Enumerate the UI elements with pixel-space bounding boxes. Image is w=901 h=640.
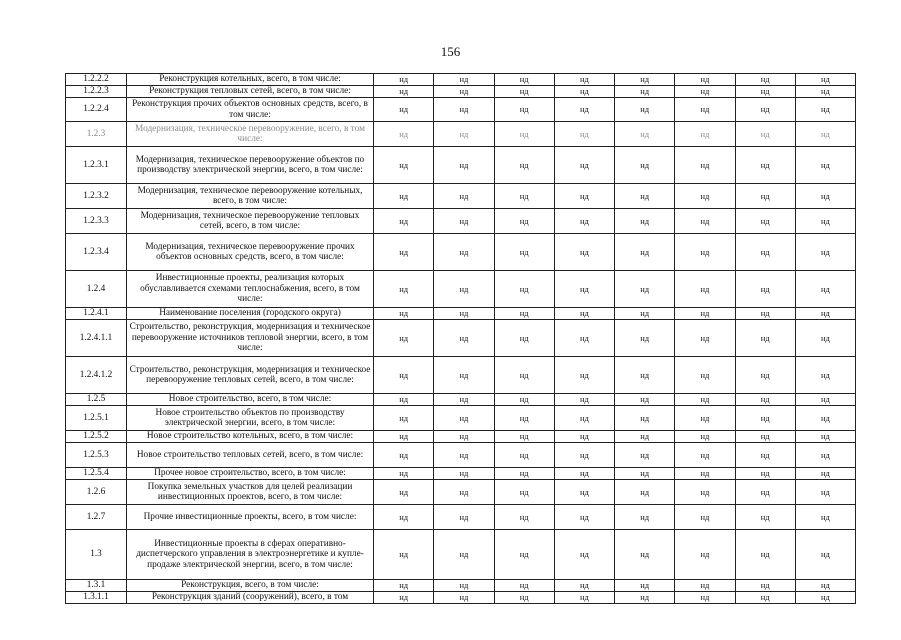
- value-cell: нд: [615, 357, 675, 394]
- row-name: Модернизация, техническое перевооружение котельных, всего, в том числе:: [127, 184, 374, 209]
- row-code: 1.2.3.2: [66, 184, 127, 209]
- value-cell: нд: [554, 234, 614, 271]
- value-cell: нд: [554, 122, 614, 147]
- value-cell: нд: [494, 308, 554, 320]
- row-name: Модернизация, техническое перевооружение, всего, в том числе:: [127, 122, 374, 147]
- value-cell: нд: [795, 271, 855, 308]
- value-cell: нд: [615, 480, 675, 505]
- table-row: [66, 480, 856, 505]
- value-cell: нд: [735, 184, 795, 209]
- value-cell: нд: [374, 184, 434, 209]
- value-cell: нд: [615, 147, 675, 184]
- table-row: [66, 209, 856, 234]
- row-code: 1.2.2.2: [66, 74, 127, 86]
- table-row: [66, 86, 856, 98]
- value-cell: нд: [434, 184, 494, 209]
- value-cell: нд: [615, 122, 675, 147]
- table-row: [66, 147, 856, 184]
- value-cell: нд: [554, 86, 614, 98]
- value-cell: нд: [434, 308, 494, 320]
- row-name: Новое строительство объектов по производству электрической энергии, всего, в том числе:: [127, 406, 374, 431]
- row-code: 1.2.7: [66, 505, 127, 530]
- table-row: [66, 505, 856, 530]
- value-cell: нд: [554, 147, 614, 184]
- value-cell: нд: [554, 480, 614, 505]
- value-cell: нд: [675, 468, 735, 480]
- row-name: Реконструкция, всего, в том числе:: [127, 580, 374, 592]
- value-cell: нд: [795, 234, 855, 271]
- table-row: [66, 74, 856, 86]
- value-cell: нд: [494, 234, 554, 271]
- row-name: Реконструкция котельных, всего, в том числе:: [127, 74, 374, 86]
- row-code: 1.2.3.3: [66, 209, 127, 234]
- value-cell: нд: [735, 406, 795, 431]
- value-cell: нд: [374, 271, 434, 308]
- value-cell: нд: [434, 122, 494, 147]
- value-cell: нд: [494, 271, 554, 308]
- value-cell: нд: [795, 86, 855, 98]
- value-cell: нд: [374, 505, 434, 530]
- table-row: [66, 530, 856, 580]
- value-cell: нд: [735, 394, 795, 406]
- value-cell: нд: [735, 431, 795, 443]
- value-cell: нд: [494, 480, 554, 505]
- value-cell: нд: [735, 468, 795, 480]
- value-cell: нд: [374, 443, 434, 468]
- row-name: Реконструкция прочих объектов основных средств, всего, в том числе:: [127, 98, 374, 122]
- row-code: 1.2.2.4: [66, 98, 127, 122]
- value-cell: нд: [374, 394, 434, 406]
- value-cell: нд: [735, 308, 795, 320]
- row-name: Покупка земельных участков для целей реализации инвестиционных проектов, всего, в том числе:: [127, 480, 374, 505]
- value-cell: нд: [795, 320, 855, 357]
- table-row: [66, 308, 856, 320]
- value-cell: нд: [735, 592, 795, 604]
- value-cell: нд: [675, 308, 735, 320]
- value-cell: нд: [374, 468, 434, 480]
- value-cell: нд: [735, 209, 795, 234]
- row-code: 1.2.5.2: [66, 431, 127, 443]
- value-cell: нд: [374, 74, 434, 86]
- row-name: Новое строительство тепловых сетей, всего, в том числе:: [127, 443, 374, 468]
- table-row: [66, 394, 856, 406]
- value-cell: нд: [374, 122, 434, 147]
- value-cell: нд: [675, 480, 735, 505]
- value-cell: нд: [494, 98, 554, 122]
- value-cell: нд: [374, 580, 434, 592]
- value-cell: нд: [795, 505, 855, 530]
- value-cell: нд: [554, 468, 614, 480]
- value-cell: нд: [735, 234, 795, 271]
- value-cell: нд: [675, 209, 735, 234]
- value-cell: нд: [795, 122, 855, 147]
- value-cell: нд: [494, 406, 554, 431]
- value-cell: нд: [554, 184, 614, 209]
- row-code: 1.2.5.4: [66, 468, 127, 480]
- value-cell: нд: [374, 98, 434, 122]
- row-code: 1.2.4.1.2: [66, 357, 127, 394]
- value-cell: нд: [615, 86, 675, 98]
- row-name: Строительство, реконструкция, модернизация и техническое перевооружение тепловых сетей, всего, в том числе:: [127, 357, 374, 394]
- table-row: [66, 443, 856, 468]
- value-cell: нд: [615, 468, 675, 480]
- value-cell: нд: [494, 580, 554, 592]
- value-cell: нд: [374, 480, 434, 505]
- value-cell: нд: [494, 505, 554, 530]
- value-cell: нд: [795, 406, 855, 431]
- value-cell: нд: [735, 443, 795, 468]
- value-cell: нд: [434, 443, 494, 468]
- value-cell: нд: [554, 271, 614, 308]
- value-cell: нд: [675, 505, 735, 530]
- value-cell: нд: [675, 592, 735, 604]
- value-cell: нд: [675, 234, 735, 271]
- value-cell: нд: [795, 98, 855, 122]
- value-cell: нд: [795, 480, 855, 505]
- value-cell: нд: [675, 580, 735, 592]
- row-code: 1.3.1: [66, 580, 127, 592]
- value-cell: нд: [494, 394, 554, 406]
- value-cell: нд: [434, 580, 494, 592]
- row-code: 1.2.3.4: [66, 234, 127, 271]
- value-cell: нд: [434, 505, 494, 530]
- value-cell: нд: [615, 271, 675, 308]
- value-cell: нд: [494, 443, 554, 468]
- value-cell: нд: [615, 406, 675, 431]
- value-cell: нд: [374, 308, 434, 320]
- row-name: Наименование поселения (городского округа): [127, 308, 374, 320]
- row-code: 1.2.4.1.1: [66, 320, 127, 357]
- value-cell: нд: [554, 592, 614, 604]
- value-cell: нд: [675, 320, 735, 357]
- value-cell: нд: [735, 505, 795, 530]
- row-code: 1.2.2.3: [66, 86, 127, 98]
- table-row: [66, 122, 856, 147]
- value-cell: нд: [554, 394, 614, 406]
- value-cell: нд: [675, 98, 735, 122]
- value-cell: нд: [374, 530, 434, 580]
- value-cell: нд: [374, 592, 434, 604]
- row-name: Прочее новое строительство, всего, в том числе:: [127, 468, 374, 480]
- row-code: 1.2.5.1: [66, 406, 127, 431]
- row-code: 1.2.3.1: [66, 147, 127, 184]
- value-cell: нд: [675, 443, 735, 468]
- value-cell: нд: [434, 480, 494, 505]
- value-cell: нд: [434, 234, 494, 271]
- table-row: [66, 184, 856, 209]
- value-cell: нд: [795, 580, 855, 592]
- row-name: Модернизация, техническое перевооружение тепловых сетей, всего, в том числе:: [127, 209, 374, 234]
- value-cell: нд: [374, 357, 434, 394]
- row-name: Прочие инвестиционные проекты, всего, в том числе:: [127, 505, 374, 530]
- value-cell: нд: [434, 147, 494, 184]
- value-cell: нд: [554, 320, 614, 357]
- value-cell: нд: [434, 468, 494, 480]
- value-cell: нд: [615, 209, 675, 234]
- value-cell: нд: [554, 406, 614, 431]
- value-cell: нд: [735, 530, 795, 580]
- value-cell: нд: [434, 271, 494, 308]
- value-cell: нд: [675, 184, 735, 209]
- table-row: [66, 468, 856, 480]
- value-cell: нд: [494, 320, 554, 357]
- value-cell: нд: [795, 592, 855, 604]
- row-name: Инвестиционные проекты в сферах оперативно-диспетчерского управления в электроэнергетике и купле-продаже электрической энергии, всего, в том числе:: [127, 530, 374, 580]
- value-cell: нд: [494, 147, 554, 184]
- value-cell: нд: [554, 308, 614, 320]
- value-cell: нд: [735, 320, 795, 357]
- investment-table: [65, 73, 856, 604]
- value-cell: нд: [675, 271, 735, 308]
- value-cell: нд: [434, 530, 494, 580]
- value-cell: нд: [554, 74, 614, 86]
- row-name: Модернизация, техническое перевооружение прочих объектов основных средств, всего, в том числе:: [127, 234, 374, 271]
- row-name: Инвестиционные проекты, реализация которых обуславливается схемами теплоснабжения, всего, в том числе:: [127, 271, 374, 308]
- value-cell: нд: [615, 98, 675, 122]
- value-cell: нд: [735, 122, 795, 147]
- table-row: [66, 406, 856, 431]
- value-cell: нд: [494, 86, 554, 98]
- value-cell: нд: [494, 209, 554, 234]
- value-cell: нд: [675, 74, 735, 86]
- value-cell: нд: [374, 209, 434, 234]
- row-name: Реконструкция зданий (сооружений), всего, в том: [127, 592, 374, 604]
- value-cell: нд: [374, 406, 434, 431]
- table-row: [66, 271, 856, 308]
- value-cell: нд: [554, 431, 614, 443]
- row-code: 1.2.5.3: [66, 443, 127, 468]
- value-cell: нд: [554, 98, 614, 122]
- row-name: Строительство, реконструкция, модернизация и техническое перевооружение источников тепловой энергии, всего, в том числе:: [127, 320, 374, 357]
- value-cell: нд: [494, 122, 554, 147]
- value-cell: нд: [675, 406, 735, 431]
- value-cell: нд: [374, 147, 434, 184]
- value-cell: нд: [675, 431, 735, 443]
- row-code: 1.2.3: [66, 122, 127, 147]
- value-cell: нд: [374, 234, 434, 271]
- row-code: 1.2.4.1: [66, 308, 127, 320]
- value-cell: нд: [494, 468, 554, 480]
- row-code: 1.3: [66, 530, 127, 580]
- value-cell: нд: [735, 86, 795, 98]
- value-cell: нд: [735, 357, 795, 394]
- value-cell: нд: [675, 357, 735, 394]
- value-cell: нд: [735, 74, 795, 86]
- table-row: [66, 592, 856, 604]
- value-cell: нд: [434, 98, 494, 122]
- value-cell: нд: [434, 357, 494, 394]
- page-number: 156: [440, 44, 461, 59]
- value-cell: нд: [554, 505, 614, 530]
- table-row: [66, 234, 856, 271]
- value-cell: нд: [494, 431, 554, 443]
- value-cell: нд: [554, 580, 614, 592]
- value-cell: нд: [795, 468, 855, 480]
- value-cell: нд: [675, 147, 735, 184]
- value-cell: нд: [735, 580, 795, 592]
- value-cell: нд: [494, 74, 554, 86]
- value-cell: нд: [615, 234, 675, 271]
- value-cell: нд: [675, 394, 735, 406]
- value-cell: нд: [735, 147, 795, 184]
- value-cell: нд: [615, 74, 675, 86]
- value-cell: нд: [434, 406, 494, 431]
- value-cell: нд: [554, 209, 614, 234]
- value-cell: нд: [795, 530, 855, 580]
- table-row: [66, 431, 856, 443]
- value-cell: нд: [494, 357, 554, 394]
- value-cell: нд: [615, 443, 675, 468]
- value-cell: нд: [615, 505, 675, 530]
- value-cell: нд: [795, 74, 855, 86]
- table-row: [66, 357, 856, 394]
- value-cell: нд: [795, 394, 855, 406]
- value-cell: нд: [615, 530, 675, 580]
- row-name: Реконструкция тепловых сетей, всего, в том числе:: [127, 86, 374, 98]
- value-cell: нд: [795, 431, 855, 443]
- value-cell: нд: [675, 122, 735, 147]
- row-name: Новое строительство котельных, всего, в том числе:: [127, 431, 374, 443]
- value-cell: нд: [434, 74, 494, 86]
- row-code: 1.2.5: [66, 394, 127, 406]
- value-cell: нд: [735, 98, 795, 122]
- value-cell: нд: [735, 480, 795, 505]
- value-cell: нд: [554, 357, 614, 394]
- value-cell: нд: [615, 431, 675, 443]
- value-cell: нд: [494, 592, 554, 604]
- row-code: 1.3.1.1: [66, 592, 127, 604]
- row-name: Новое строительство, всего, в том числе:: [127, 394, 374, 406]
- value-cell: нд: [735, 271, 795, 308]
- value-cell: нд: [795, 357, 855, 394]
- value-cell: нд: [795, 147, 855, 184]
- value-cell: нд: [615, 320, 675, 357]
- value-cell: нд: [434, 320, 494, 357]
- value-cell: нд: [434, 592, 494, 604]
- value-cell: нд: [434, 86, 494, 98]
- value-cell: нд: [494, 530, 554, 580]
- value-cell: нд: [675, 530, 735, 580]
- row-code: 1.2.6: [66, 480, 127, 505]
- value-cell: нд: [795, 184, 855, 209]
- table-body: [66, 74, 856, 604]
- value-cell: нд: [494, 184, 554, 209]
- value-cell: нд: [434, 209, 494, 234]
- row-code: 1.2.4: [66, 271, 127, 308]
- value-cell: нд: [795, 443, 855, 468]
- row-name: Модернизация, техническое перевооружение объектов по производству электрической энергии, всего, в том числе:: [127, 147, 374, 184]
- value-cell: нд: [795, 308, 855, 320]
- value-cell: нд: [615, 592, 675, 604]
- table-row: [66, 98, 856, 122]
- value-cell: нд: [554, 443, 614, 468]
- value-cell: нд: [795, 209, 855, 234]
- value-cell: нд: [554, 530, 614, 580]
- value-cell: нд: [615, 184, 675, 209]
- value-cell: нд: [374, 431, 434, 443]
- value-cell: нд: [434, 394, 494, 406]
- value-cell: нд: [434, 431, 494, 443]
- table-row: [66, 320, 856, 357]
- value-cell: нд: [615, 394, 675, 406]
- value-cell: нд: [374, 86, 434, 98]
- value-cell: нд: [675, 86, 735, 98]
- table-row: [66, 580, 856, 592]
- value-cell: нд: [374, 320, 434, 357]
- value-cell: нд: [615, 580, 675, 592]
- value-cell: нд: [615, 308, 675, 320]
